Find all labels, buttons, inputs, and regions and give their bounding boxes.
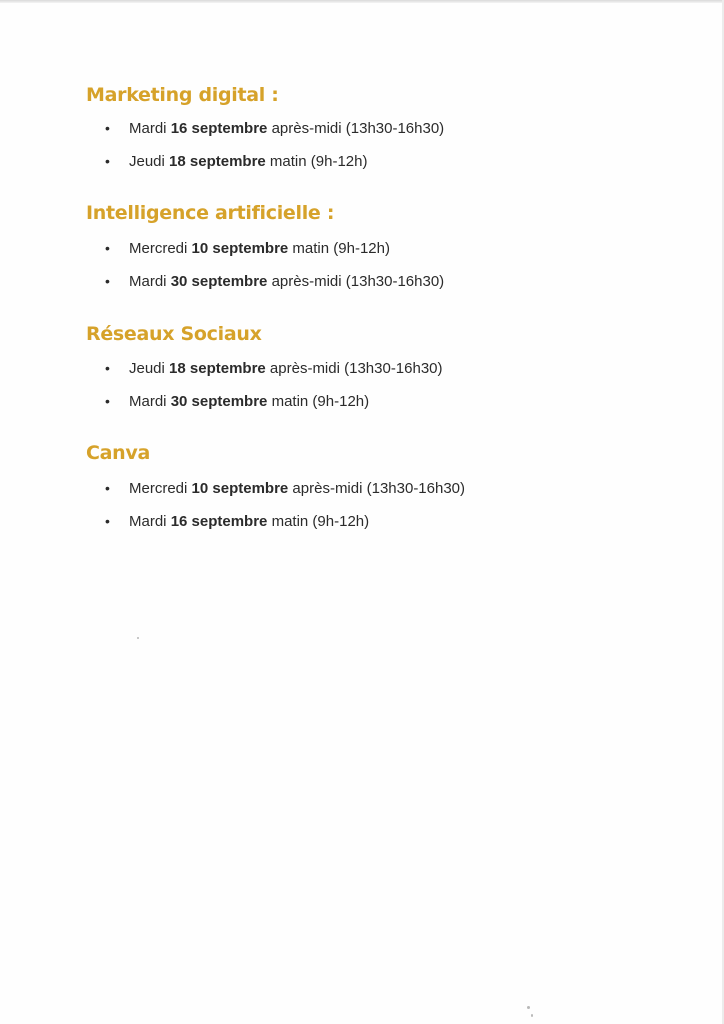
session-item xyxy=(86,145,686,178)
session-date: 10 septembre xyxy=(191,480,289,497)
session-item xyxy=(86,112,686,145)
section-title: Réseaux Sociaux xyxy=(86,323,262,345)
session-day: Mercredi xyxy=(129,480,188,497)
session-time: après-midi (13h30-16h30) xyxy=(271,273,445,290)
session-list xyxy=(86,112,686,178)
session-date: 30 septembre xyxy=(170,393,268,410)
scan-speck xyxy=(527,1006,530,1009)
session-item xyxy=(86,232,686,265)
bullet-icon: • xyxy=(105,240,110,256)
session-item xyxy=(86,352,686,385)
session-day: Mardi xyxy=(129,120,167,137)
session-date: 30 septembre xyxy=(170,273,268,290)
scan-edge-top xyxy=(0,0,724,3)
session-date: 16 septembre xyxy=(170,120,268,137)
session-day: Mardi xyxy=(129,513,167,530)
session-time: matin (9h-12h) xyxy=(271,513,370,530)
bullet-icon: • xyxy=(105,393,110,409)
session-item xyxy=(86,472,686,505)
session-day: Jeudi xyxy=(129,360,165,377)
scan-speck xyxy=(531,1014,533,1017)
section-title: Canva xyxy=(86,442,150,464)
bullet-icon: • xyxy=(105,480,110,496)
session-day: Mercredi xyxy=(129,240,188,257)
session-day: Mardi xyxy=(129,273,167,290)
section-title: Marketing digital : xyxy=(86,84,279,106)
session-time: après-midi (13h30-16h30) xyxy=(269,360,443,377)
section-title: Intelligence artificielle : xyxy=(86,202,335,224)
session-list xyxy=(86,352,686,418)
session-time: matin (9h-12h) xyxy=(269,153,368,170)
scan-speck xyxy=(137,637,139,639)
bullet-icon: • xyxy=(105,120,110,136)
session-date: 18 septembre xyxy=(169,360,266,377)
session-item xyxy=(86,385,686,418)
bullet-icon: • xyxy=(105,360,110,376)
session-time: matin (9h-12h) xyxy=(271,393,370,410)
session-list xyxy=(86,232,686,298)
session-item xyxy=(86,505,686,538)
section-canva xyxy=(86,438,686,538)
bullet-icon: • xyxy=(105,513,110,529)
session-time: après-midi (13h30-16h30) xyxy=(271,120,445,137)
section-marketing-digital xyxy=(86,80,686,178)
bullet-icon: • xyxy=(105,153,110,169)
session-date: 10 septembre xyxy=(191,240,289,257)
bullet-icon: • xyxy=(105,273,110,289)
session-item xyxy=(86,265,686,298)
session-day: Jeudi xyxy=(129,153,165,170)
section-reseaux-sociaux xyxy=(86,319,686,418)
section-intelligence-artificielle xyxy=(86,198,686,298)
session-list xyxy=(86,472,686,538)
training-schedule xyxy=(86,80,686,538)
session-date: 16 septembre xyxy=(170,513,268,530)
session-time: après-midi (13h30-16h30) xyxy=(292,480,466,497)
session-date: 18 septembre xyxy=(169,153,266,170)
session-day: Mardi xyxy=(129,393,167,410)
session-time: matin (9h-12h) xyxy=(292,240,390,257)
